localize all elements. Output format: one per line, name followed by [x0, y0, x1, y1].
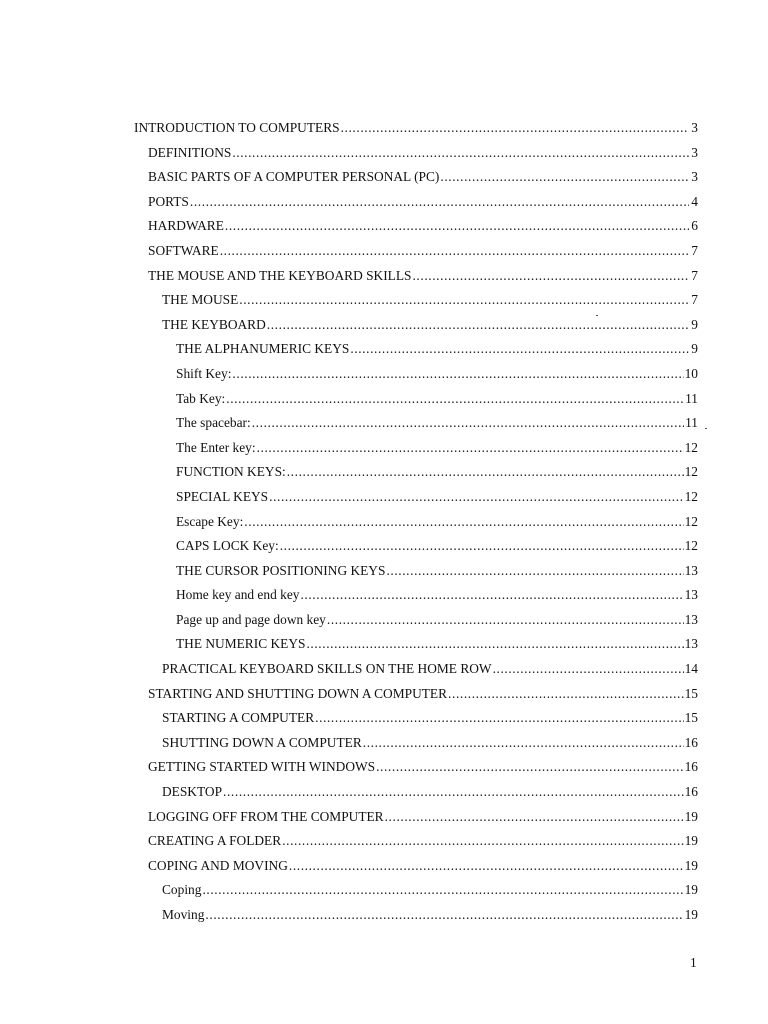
toc-entry-title: STARTING AND SHUTTING DOWN A COMPUTER — [148, 685, 448, 701]
toc-entry — [134, 731, 698, 756]
toc-entry-title: PRACTICAL KEYBOARD SKILLS ON THE HOME ROW — [162, 661, 492, 677]
toc-entry-page: 6 — [691, 218, 698, 234]
toc-entry — [134, 706, 698, 731]
toc-entry — [134, 854, 698, 879]
toc-entry-title: THE NUMERIC KEYS — [176, 636, 306, 652]
toc-dot-leader — [239, 288, 689, 313]
toc-entry — [134, 559, 698, 584]
toc-entry — [134, 337, 698, 362]
scan-speck — [596, 315, 598, 316]
toc-dot-leader — [223, 780, 684, 805]
toc-entry — [134, 608, 698, 633]
toc-entry — [134, 362, 698, 387]
toc-entry-page: 16 — [684, 759, 698, 775]
toc-entry-page: 19 — [684, 808, 698, 824]
toc-entry-page: 11 — [685, 415, 698, 431]
table-of-contents — [134, 116, 698, 928]
toc-entry-title: PORTS — [148, 193, 189, 209]
toc-entry-page: 14 — [684, 661, 698, 677]
toc-dot-leader — [220, 239, 689, 264]
toc-dot-leader — [269, 485, 683, 510]
toc-entry-page: 9 — [691, 341, 698, 357]
toc-dot-leader — [327, 608, 684, 633]
toc-dot-leader — [289, 854, 684, 879]
toc-dot-leader — [252, 411, 684, 436]
toc-entry-title: THE KEYBOARD — [162, 316, 266, 332]
toc-entry-page: 19 — [684, 882, 698, 898]
toc-dot-leader — [306, 632, 683, 657]
toc-entry — [134, 780, 698, 805]
toc-entry-title: Coping — [162, 882, 202, 898]
toc-entry — [134, 903, 698, 928]
toc-entry-page: 12 — [684, 464, 698, 480]
toc-entry-page: 15 — [684, 685, 698, 701]
toc-entry-title: Moving — [162, 907, 205, 922]
toc-entry — [134, 387, 698, 412]
toc-dot-leader — [202, 878, 683, 903]
scan-speck — [705, 428, 707, 429]
toc-entry-page: 13 — [684, 562, 698, 578]
toc-entry-page: 12 — [684, 439, 698, 455]
toc-entry — [134, 190, 698, 215]
toc-entry-title: GETTING STARTED WITH WINDOWS — [148, 759, 376, 775]
toc-entry-page: 7 — [691, 267, 698, 283]
toc-dot-leader — [385, 805, 684, 830]
toc-entry-page: 7 — [691, 292, 698, 308]
toc-entry — [134, 510, 698, 535]
toc-entry-title: Tab Key: — [176, 390, 226, 406]
toc-dot-leader — [244, 510, 683, 535]
toc-entry — [134, 460, 698, 485]
toc-entry — [134, 485, 698, 510]
toc-entry-title: CREATING A FOLDER — [148, 833, 282, 849]
toc-dot-leader — [282, 829, 683, 854]
toc-entry — [134, 313, 698, 338]
toc-entry-page: 16 — [684, 784, 698, 800]
toc-dot-leader — [493, 657, 684, 682]
toc-dot-leader — [440, 165, 689, 190]
toc-entry-title: THE MOUSE — [162, 292, 239, 308]
toc-entry — [134, 682, 698, 707]
toc-entry-page: 4 — [691, 193, 698, 209]
toc-dot-leader — [225, 214, 689, 239]
page-number: 1 — [690, 955, 697, 970]
toc-dot-leader — [300, 583, 683, 608]
toc-entry-title: SOFTWARE — [148, 242, 219, 258]
toc-entry-page: 13 — [684, 636, 698, 652]
toc-entry-title: LOGGING OFF FROM THE COMPUTER — [148, 808, 384, 824]
toc-dot-leader — [412, 264, 689, 289]
toc-entry-title: The spacebar: — [176, 415, 251, 431]
toc-entry — [134, 116, 698, 141]
toc-dot-leader — [257, 436, 684, 461]
toc-entry-title: CAPS LOCK Key: — [176, 538, 279, 554]
toc-entry — [134, 239, 698, 264]
toc-entry-page: 11 — [685, 390, 698, 406]
toc-entry — [134, 264, 698, 289]
toc-entry-title: STARTING A COMPUTER — [162, 710, 315, 726]
toc-entry — [134, 755, 698, 780]
toc-entry-page: 19 — [684, 833, 698, 849]
toc-entry — [134, 411, 698, 436]
toc-entry — [134, 632, 698, 657]
toc-entry-title: SHUTTING DOWN A COMPUTER — [162, 734, 362, 750]
toc-entry — [134, 436, 698, 461]
toc-entry-title: SPECIAL KEYS — [176, 488, 269, 504]
toc-entry-title: BASIC PARTS OF A COMPUTER PERSONAL (PC) — [148, 169, 440, 185]
toc-entry-page: 12 — [684, 538, 698, 554]
toc-entry-page: 13 — [684, 587, 698, 603]
toc-entry-page: 12 — [684, 488, 698, 504]
toc-dot-leader — [205, 903, 683, 928]
toc-entry-title: FUNCTION KEYS: — [176, 464, 286, 480]
toc-entry — [134, 534, 698, 559]
toc-dot-leader — [350, 337, 689, 362]
toc-entry-page: 16 — [684, 734, 698, 750]
toc-entry-title: Escape Key: — [176, 513, 244, 529]
toc-dot-leader — [232, 362, 683, 387]
toc-entry-title: DEFINITIONS — [148, 144, 232, 160]
toc-entry-title: Home key and end key — [176, 587, 300, 603]
toc-entry-title: COPING AND MOVING — [148, 857, 288, 873]
toc-entry-page: 7 — [691, 242, 698, 258]
toc-entry — [134, 214, 698, 239]
toc-entry-title: THE ALPHANUMERIC KEYS — [176, 341, 350, 357]
toc-dot-leader — [341, 116, 689, 141]
toc-entry-page: 3 — [691, 169, 698, 185]
toc-dot-leader — [386, 559, 683, 584]
toc-entry-title: THE CURSOR POSITIONING KEYS — [176, 562, 386, 578]
toc-entry-page: 12 — [684, 513, 698, 529]
toc-entry-page: 19 — [684, 907, 698, 922]
toc-entry — [134, 829, 698, 854]
toc-dot-leader — [363, 731, 684, 756]
toc-entry-title: The Enter key: — [176, 439, 256, 455]
toc-entry — [134, 165, 698, 190]
toc-dot-leader — [376, 755, 684, 780]
toc-entry — [134, 805, 698, 830]
toc-entry-title: Page up and page down key — [176, 611, 326, 627]
toc-entry — [134, 878, 698, 903]
toc-dot-leader — [287, 460, 684, 485]
toc-dot-leader — [448, 682, 684, 707]
toc-entry-page: 9 — [691, 316, 698, 332]
toc-dot-leader — [280, 534, 684, 559]
toc-dot-leader — [267, 313, 689, 338]
toc-entry-page: 3 — [691, 120, 698, 135]
toc-dot-leader — [315, 706, 683, 731]
toc-entry-page: 13 — [684, 611, 698, 627]
toc-entry-page: 15 — [684, 710, 698, 726]
toc-dot-leader — [190, 190, 689, 215]
toc-entry-title: THE MOUSE AND THE KEYBOARD SKILLS — [148, 267, 412, 283]
toc-entry — [134, 583, 698, 608]
toc-entry — [134, 657, 698, 682]
toc-entry — [134, 141, 698, 166]
toc-entry — [134, 288, 698, 313]
toc-dot-leader — [226, 387, 684, 412]
toc-entry-title: Shift Key: — [176, 365, 232, 381]
toc-entry-title: INTRODUCTION TO COMPUTERS — [134, 120, 340, 135]
toc-entry-page: 10 — [684, 365, 698, 381]
toc-entry-page: 3 — [691, 144, 698, 160]
toc-entry-title: HARDWARE — [148, 218, 224, 234]
toc-dot-leader — [232, 141, 689, 166]
toc-entry-title: DESKTOP — [162, 784, 223, 800]
toc-entry-page: 19 — [684, 857, 698, 873]
